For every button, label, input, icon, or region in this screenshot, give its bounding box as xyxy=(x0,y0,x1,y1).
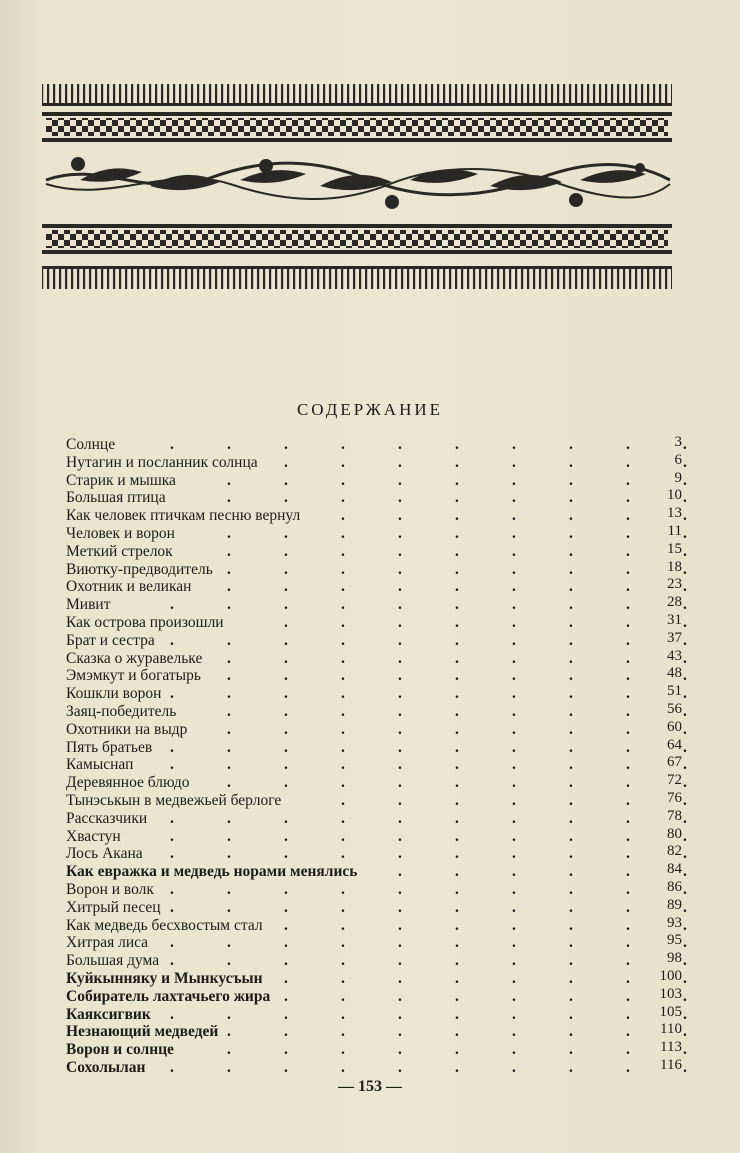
dot-leader: . . . . . . . . . . xyxy=(170,845,687,863)
dot-leader: . . . . . . . . . . xyxy=(170,809,687,827)
dot-leader: . . . . . . . . . xyxy=(227,702,687,720)
dot-leader: . . . . . . . . . xyxy=(227,720,687,738)
dot-leader: . . . . . . . . . xyxy=(227,471,687,489)
toc-entry-page: 100 xyxy=(659,967,682,984)
toc-entry-page: 82 xyxy=(667,843,682,860)
toc-entry xyxy=(66,1041,686,1059)
toc-entry xyxy=(66,436,686,454)
dot-leader: . . . . . . . . . xyxy=(227,578,687,596)
dot-leader: . . . . . . . . . xyxy=(227,774,687,792)
decorative-border-ornament xyxy=(40,84,676,290)
toc-entry-title: Как острова произошли xyxy=(66,613,224,631)
toc-entry xyxy=(66,825,687,846)
toc-entry xyxy=(66,667,686,685)
toc-entry-page: 56 xyxy=(667,700,682,717)
toc-entry-title: Большая птица xyxy=(66,489,166,507)
toc-entry xyxy=(66,914,687,935)
toc-entry-page: 15 xyxy=(667,540,682,557)
toc-entry-page: 43 xyxy=(667,647,682,664)
toc-entry-title: Тынэськын в медвежьей берлоге xyxy=(66,791,282,809)
dot-leader: . . . . . . . . xyxy=(284,613,687,631)
dot-leader: . . . . . . . . . xyxy=(227,489,687,507)
toc-entry-title: Как евражка и медведь норами менялись xyxy=(66,863,358,881)
dot-leader: . . . . . . . . . xyxy=(227,649,687,667)
toc-entry-page: 37 xyxy=(667,629,682,646)
toc-entry xyxy=(66,611,687,632)
toc-entry-page: 11 xyxy=(667,522,682,539)
toc-entry-title: Каяксигвик xyxy=(66,1005,151,1023)
dot-leader: . . . . . . . . . xyxy=(227,1023,687,1041)
toc-entry-page: 89 xyxy=(667,896,682,913)
dot-leader: . . . . . . . . . . xyxy=(170,934,687,952)
dot-leader: . . . . . . . . . . xyxy=(170,596,687,614)
toc-entry-page: 3 xyxy=(674,434,682,450)
toc-entry-title: Человек и ворон xyxy=(66,524,175,542)
toc-entry-page: 6 xyxy=(674,451,682,468)
dot-leader: . . . . . . . . . xyxy=(227,524,687,542)
toc-entry-page: 23 xyxy=(667,576,682,593)
toc-entry-page: 78 xyxy=(667,807,682,824)
toc-entry-page: 86 xyxy=(667,878,682,895)
toc-entry-title: Лось Акана xyxy=(66,845,143,863)
dot-leader: . . . . . . . . . . xyxy=(170,1005,687,1023)
dot-leader: . . . . . . . . . . xyxy=(170,898,687,916)
dot-leader: . . . . . . . . xyxy=(284,969,687,987)
toc-entry xyxy=(66,845,686,863)
toc-entry xyxy=(66,685,686,703)
toc-entry-title: Как медведь бесхвостым стал xyxy=(66,916,263,934)
toc-entry-page: 72 xyxy=(667,772,682,789)
toc-entry-title: Нутагин и посланник солнца xyxy=(66,453,258,471)
toc-entry-page: 98 xyxy=(667,950,682,967)
toc-entry xyxy=(66,1023,686,1041)
toc-entry xyxy=(66,807,687,828)
toc-entry-title: Эмэмкут и богатырь xyxy=(66,667,201,685)
toc-entry-page: 13 xyxy=(667,505,682,522)
toc-entry-title: Хитрая лиса xyxy=(66,934,149,952)
dot-leader: . . . . . . . . . . xyxy=(170,880,687,898)
dot-leader: . . . . . . . . . xyxy=(227,542,687,560)
dot-leader: . . . . . . . . . . xyxy=(170,827,687,845)
toc-entry xyxy=(66,878,687,899)
toc-entry xyxy=(66,736,687,757)
dot-leader: . . . . . . xyxy=(398,863,687,881)
toc-entry xyxy=(66,558,687,579)
toc-entry xyxy=(66,789,687,810)
toc-entry xyxy=(66,522,687,543)
toc-entry xyxy=(66,967,687,988)
toc-entry-title: Брат и сестра xyxy=(66,631,155,649)
page-number: — 153 — xyxy=(338,1078,402,1095)
toc-entry-page: 95 xyxy=(667,932,682,949)
toc-entry-title: Ворон и волк xyxy=(66,880,154,898)
toc-entry xyxy=(66,507,686,525)
dot-leader: . . . . . . . . . xyxy=(227,1041,687,1059)
toc-entry-page: 93 xyxy=(667,914,682,931)
toc-entry-title: Кошкли ворон xyxy=(66,685,162,703)
toc-entry-title: Куйкынняку и Мынкусъын xyxy=(66,969,263,987)
toc-entry-title: Хвастун xyxy=(66,827,121,845)
dot-leader: . . . . . . . . . . xyxy=(170,952,687,970)
dot-leader: . . . . . . . . xyxy=(284,453,687,471)
toc-entry-page: 9 xyxy=(674,469,682,486)
toc-entry-page: 103 xyxy=(659,985,682,1002)
dot-leader: . . . . . . . . . . xyxy=(170,436,687,453)
toc-entry-page: 67 xyxy=(667,754,682,771)
dot-leader: . . . . . . . . . . xyxy=(170,756,687,774)
toc-entry-page: 84 xyxy=(667,861,682,878)
toc-entry xyxy=(66,863,686,881)
toc-entry-title: Ворон и солнце xyxy=(66,1041,174,1059)
toc-entry-title: Меткий стрелок xyxy=(66,542,173,560)
toc-entry xyxy=(66,647,687,668)
toc-entry-title: Охотник и великан xyxy=(66,578,192,596)
toc-entry-title: Охотники на выдр xyxy=(66,720,188,738)
toc-entry-page: 105 xyxy=(659,1003,682,1020)
toc-entry-page: 80 xyxy=(667,825,682,842)
toc-entry-title: Солнце xyxy=(66,436,116,453)
toc-entry xyxy=(66,934,686,952)
toc-entry-title: Незнающий медведей xyxy=(66,1023,219,1041)
toc-entry xyxy=(66,1056,687,1077)
table-of-contents xyxy=(66,436,686,1077)
toc-entry-title: Сказка о журавельке xyxy=(66,649,203,667)
toc-entry-title: Виютку-предводитель xyxy=(66,560,213,578)
toc-entry-title: Как человек птичкам песню вернул xyxy=(66,507,301,525)
toc-entry-page: 18 xyxy=(667,558,682,575)
dot-leader: . . . . . . . . . . xyxy=(170,685,687,703)
toc-entry-page: 48 xyxy=(667,665,682,682)
toc-entry-page: 64 xyxy=(667,736,682,753)
toc-entry-page: 28 xyxy=(667,594,682,611)
toc-entry-page: 60 xyxy=(667,718,682,735)
dot-leader: . . . . . . . . . . xyxy=(170,1058,687,1076)
toc-entry xyxy=(66,896,687,917)
dot-leader: . . . . . . . . . xyxy=(227,560,687,578)
toc-entry-title: Собиратель лахтачьего жира xyxy=(66,987,271,1005)
toc-entry xyxy=(66,774,686,792)
dot-leader: . . . . . . . . xyxy=(284,987,687,1005)
toc-entry xyxy=(66,1003,687,1024)
toc-entry-title: Рассказчики xyxy=(66,809,148,827)
toc-entry xyxy=(66,700,687,721)
toc-entry-title: Камыснап xyxy=(66,756,134,774)
dot-leader: . . . . . . . . xyxy=(284,916,687,934)
toc-entry xyxy=(66,718,687,739)
toc-entry xyxy=(66,756,686,774)
dot-leader: . . . . . . . xyxy=(341,791,687,809)
toc-entry-title: Хитрый песец xyxy=(66,898,161,916)
toc-entry xyxy=(66,596,686,614)
toc-entry xyxy=(66,489,686,507)
toc-entry-page: 10 xyxy=(667,487,682,504)
dot-leader: . . . . . . . . . xyxy=(227,667,687,685)
toc-entry xyxy=(66,985,687,1006)
toc-entry-title: Старик и мышка xyxy=(66,471,176,489)
toc-entry-page: 110 xyxy=(660,1021,682,1038)
toc-entry-page: 113 xyxy=(660,1039,682,1056)
toc-entry-title: Деревянное блюдо xyxy=(66,774,190,792)
toc-entry-page: 116 xyxy=(660,1056,682,1073)
contents-heading: СОДЕРЖАНИЕ xyxy=(296,400,444,419)
dot-leader: . . . . . . . . . . xyxy=(170,738,687,756)
toc-entry xyxy=(66,952,686,970)
toc-entry-title: Пять братьев xyxy=(66,738,153,756)
toc-entry xyxy=(66,629,687,650)
toc-entry xyxy=(66,540,687,561)
dot-leader: . . . . . . . . . . xyxy=(170,631,687,649)
toc-entry-title: Большая дума xyxy=(66,952,160,970)
toc-entry xyxy=(66,578,686,596)
toc-entry-title: Мивит xyxy=(66,596,111,614)
toc-entry xyxy=(66,469,687,490)
toc-entry-page: 31 xyxy=(667,611,682,628)
toc-entry-title: Сохолылан xyxy=(66,1058,146,1076)
toc-entry-page: 51 xyxy=(667,683,682,700)
toc-entry-page: 76 xyxy=(667,789,682,806)
dot-leader: . . . . . . . xyxy=(341,507,687,525)
toc-entry-title: Заяц-победитель xyxy=(66,702,177,720)
toc-entry xyxy=(66,451,687,472)
